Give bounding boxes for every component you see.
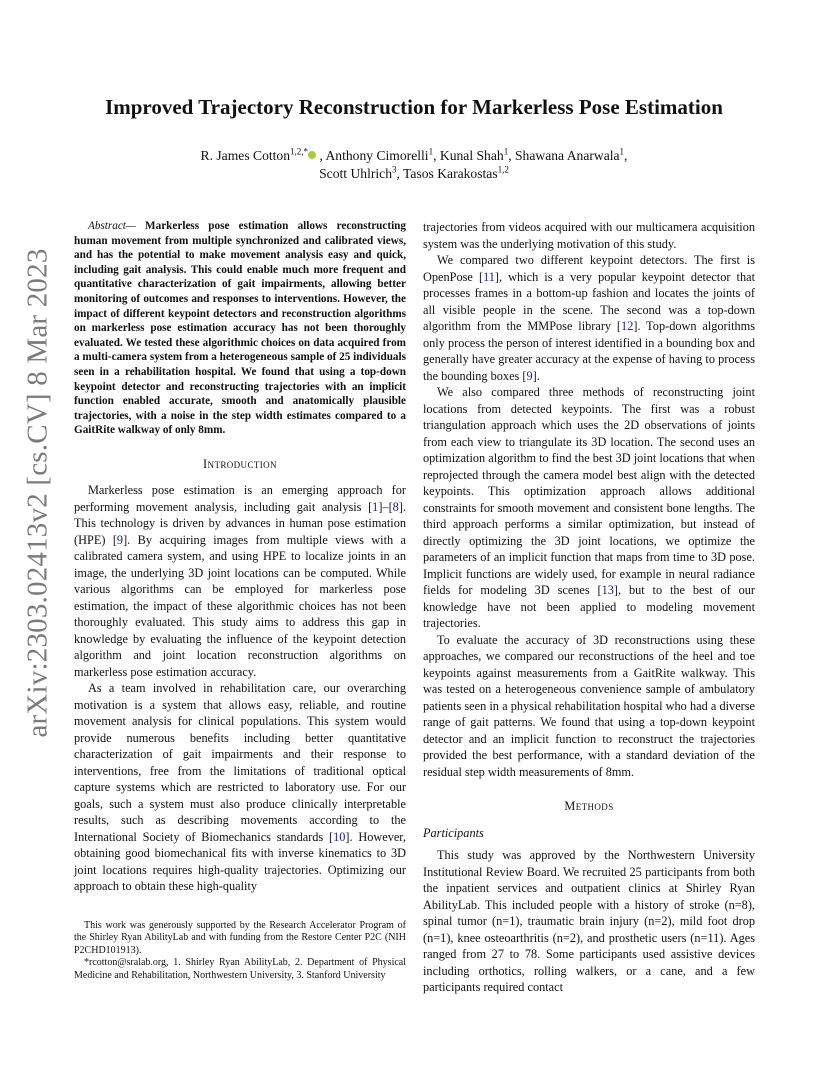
orcid-icon[interactable]	[308, 151, 316, 159]
left-column	[74, 219, 406, 895]
arxiv-identifier: arXiv:2303.02413v2 [cs.CV] 8 Mar 2023	[21, 248, 54, 738]
footnote-affiliations: *rcotton@sralab.org, 1. Shirley Ryan AbilityLab, 2. Department of Physical Medicine and Rehabilitation, Northwestern University, 3. Stanford University	[74, 957, 406, 981]
subsection-heading-participants: Participants	[423, 825, 484, 840]
author-affiliation: 1,2	[497, 164, 509, 175]
arxiv-sidebar-stamp	[16, 248, 60, 738]
citation-link[interactable]: 9	[116, 532, 124, 547]
author-name: , Tasos Karakostas	[396, 166, 498, 181]
paragraph: trajectories from videos acquired with our multicamera acquisition system was the underlying motivation of this study.	[423, 220, 755, 251]
author-name: R. James Cotton	[200, 148, 291, 163]
text-run: As a team involved in rehabilitation care, our overarching motivation is a system that allows easy, reliable, and routine movement analysis for clinical populations. This system would provide numerous benefits including better quantitative characterization of gait impairments and their response to interventions, free from the limitations of traditional optical capture systems which are restricted to laboratory use. For our goals, such a system must also produce clinically interpretable results, such as describing movements according to the International Society of Biomechanics standards [	[74, 681, 406, 844]
paragraph	[423, 384, 755, 632]
text-run: ], which is a very popular keypoint detector that processes frames in a bottom-up fashion and locates the joints of all visible people in the scene. The second was a top-down algorithm from the MMPose library [	[423, 269, 755, 333]
text-run: ]. However, obtaining good biomechanical fits with inverse kinematics to 3D joint locations requires high-quality trajectories. Optimizing our approach to obtain these high-quality	[74, 829, 406, 894]
text-run: We compared two different keypoint detectors. The first is OpenPose [	[423, 253, 755, 284]
author-affiliation: 3	[392, 164, 397, 175]
author-list	[150, 147, 678, 183]
author-separator: ,	[624, 148, 628, 163]
paragraph: This study was approved by the Northwestern University Institutional Review Board. We recruited 25 participants from both the inpatient services and outpatient clinics at Shirley Ryan AbilityLab. This included people with a history of stroke (n=8), spinal tumor (n=1), traumatic brain injury (n=2), mild foot drop (n=1), knee osteoarthritis (n=2), and prosthetic users (n=11). Ages ranged from 27 to 78. Some participants used assistive devices including orthotics, rolling walkers, or a cane, and a few participants required contact	[423, 848, 755, 994]
citation-link[interactable]: 8	[392, 499, 399, 514]
paragraph	[423, 252, 755, 384]
section-heading-methods: Methods	[564, 799, 614, 813]
author-affiliation: 1	[619, 146, 625, 157]
author-affiliation: 1	[503, 146, 509, 157]
author-name: , Anthony Cimorelli	[319, 148, 429, 163]
citation-link[interactable]: 10	[333, 829, 346, 844]
paragraph	[74, 482, 406, 680]
footnotes	[74, 920, 406, 982]
text-run: ], but to the best of our knowledge have not been applied to modeling movement trajectories.	[423, 583, 755, 630]
citation-link[interactable]: 12	[621, 319, 634, 333]
footnote-funding: This work was generously supported by the Research Accelerator Program of the Shirley Ryan AbilityLab and with funding from the Restore Center P2C (NIH P2CHD101913).	[74, 920, 406, 956]
text-run: Markerless pose estimation is an emerging approach for performing movement analysis, including gait analysis [	[74, 483, 406, 514]
citation-link[interactable]: 9	[526, 368, 533, 383]
abstract	[74, 219, 406, 438]
citation-link[interactable]: 13	[601, 583, 614, 597]
author-name: Scott Uhlrich	[319, 166, 392, 181]
text-run: ].	[532, 368, 540, 383]
section-heading-introduction: Introduction	[203, 456, 277, 471]
text-run: We also compared three methods of reconstructing joint locations from detected keypoints. The first was a robust triangulation approach which uses the 2D observations of joints from each view to triangulate its 3D location. The second uses an optimization algorithm to find the best 3D joint locations that when reprojected through the camera model best align with the detected keypoints. This optimization approach allows additional constraints for smooth movement and consistent bone lengths. The third approach performs a similar optimization, but instead of directly optimizing the 3D joint locations, we optimize the parameters of an implicit function that maps from time to 3D pose. Implicit functions are widely used, for example in neural radiance fields for modeling 3D scenes [	[423, 385, 755, 597]
text-run: ]–[	[378, 499, 393, 514]
author-affiliation: 1	[428, 146, 434, 157]
abstract-label: Abstract—	[88, 220, 136, 232]
paragraph	[74, 680, 406, 895]
paragraph: To evaluate the accuracy of 3D reconstructions using these approaches, we compared our reconstructions of the heel and toe keypoints against measurements from a GaitRite walkway. This was tested on a heterogeneous convenience sample of ambulatory patients seen in a physical rehabilitation hospital who had a diverse range of gait patterns. We found that using a top-down keypoint detector and an implicit function to reconstruct the trajectories provided the best performance, with a standard deviation of the residual step width measurements of 8mm.	[423, 632, 755, 779]
citation-link[interactable]: 11	[483, 269, 495, 284]
text-run: ]. By acquiring images from multiple views with a calibrated camera system, and using HPE to localize joints in an image, the underlying 3D joint locations can be computed. While various algorithms can be employed for markerless pose estimation, the impact of these algorithmic choices has not been thoroughly evaluated. This study aims to address this gap in knowledge by evaluating the influence of the keypoint detection algorithm and joint location reconstruction algorithms on markerless pose estimation accuracy.	[74, 532, 406, 679]
author-affiliation: 1,2,*	[290, 146, 309, 157]
abstract-text: Markerless pose estimation allows reconstructing human movement from multiple synchronized and calibrated views, and has the potential to make movement analysis easy and quick, including gait analysis. This could enable much more frequent and quantitative characterization of gait impairments, allowing better monitoring of outcomes and responses to interventions. However, the impact of different keypoint detectors and reconstruction algorithms on markerless pose estimation accuracy has not been thoroughly evaluated. We tested these algorithmic choices on data acquired from a multi-camera system from a heterogeneous sample of 25 individuals seen in a rehabilitation hospital. We found that using a top-down keypoint detector and reconstructing trajectories with an implicit function enabled accurate, smooth and anatomically plausible trajectories, with a noise in the step width estimates compared to a GaitRite walkway of only 8mm.	[74, 220, 406, 437]
paper-title: Improved Trajectory Reconstruction for Markerless Pose Estimation	[105, 95, 723, 119]
text-run: ]. This technology is driven by advances in human pose estimation (HPE) [	[74, 499, 406, 547]
citation-link[interactable]: 1	[372, 499, 379, 514]
author-name: , Kunal Shah	[433, 148, 504, 163]
right-column	[423, 219, 755, 996]
author-name: , Shawana Anarwala	[508, 148, 620, 163]
text-run: ]. Top-down algorithms only process the person of interest identified in a bounding box and generally have greater accuracy at the expense of having to process the bounding boxes [	[423, 319, 755, 383]
